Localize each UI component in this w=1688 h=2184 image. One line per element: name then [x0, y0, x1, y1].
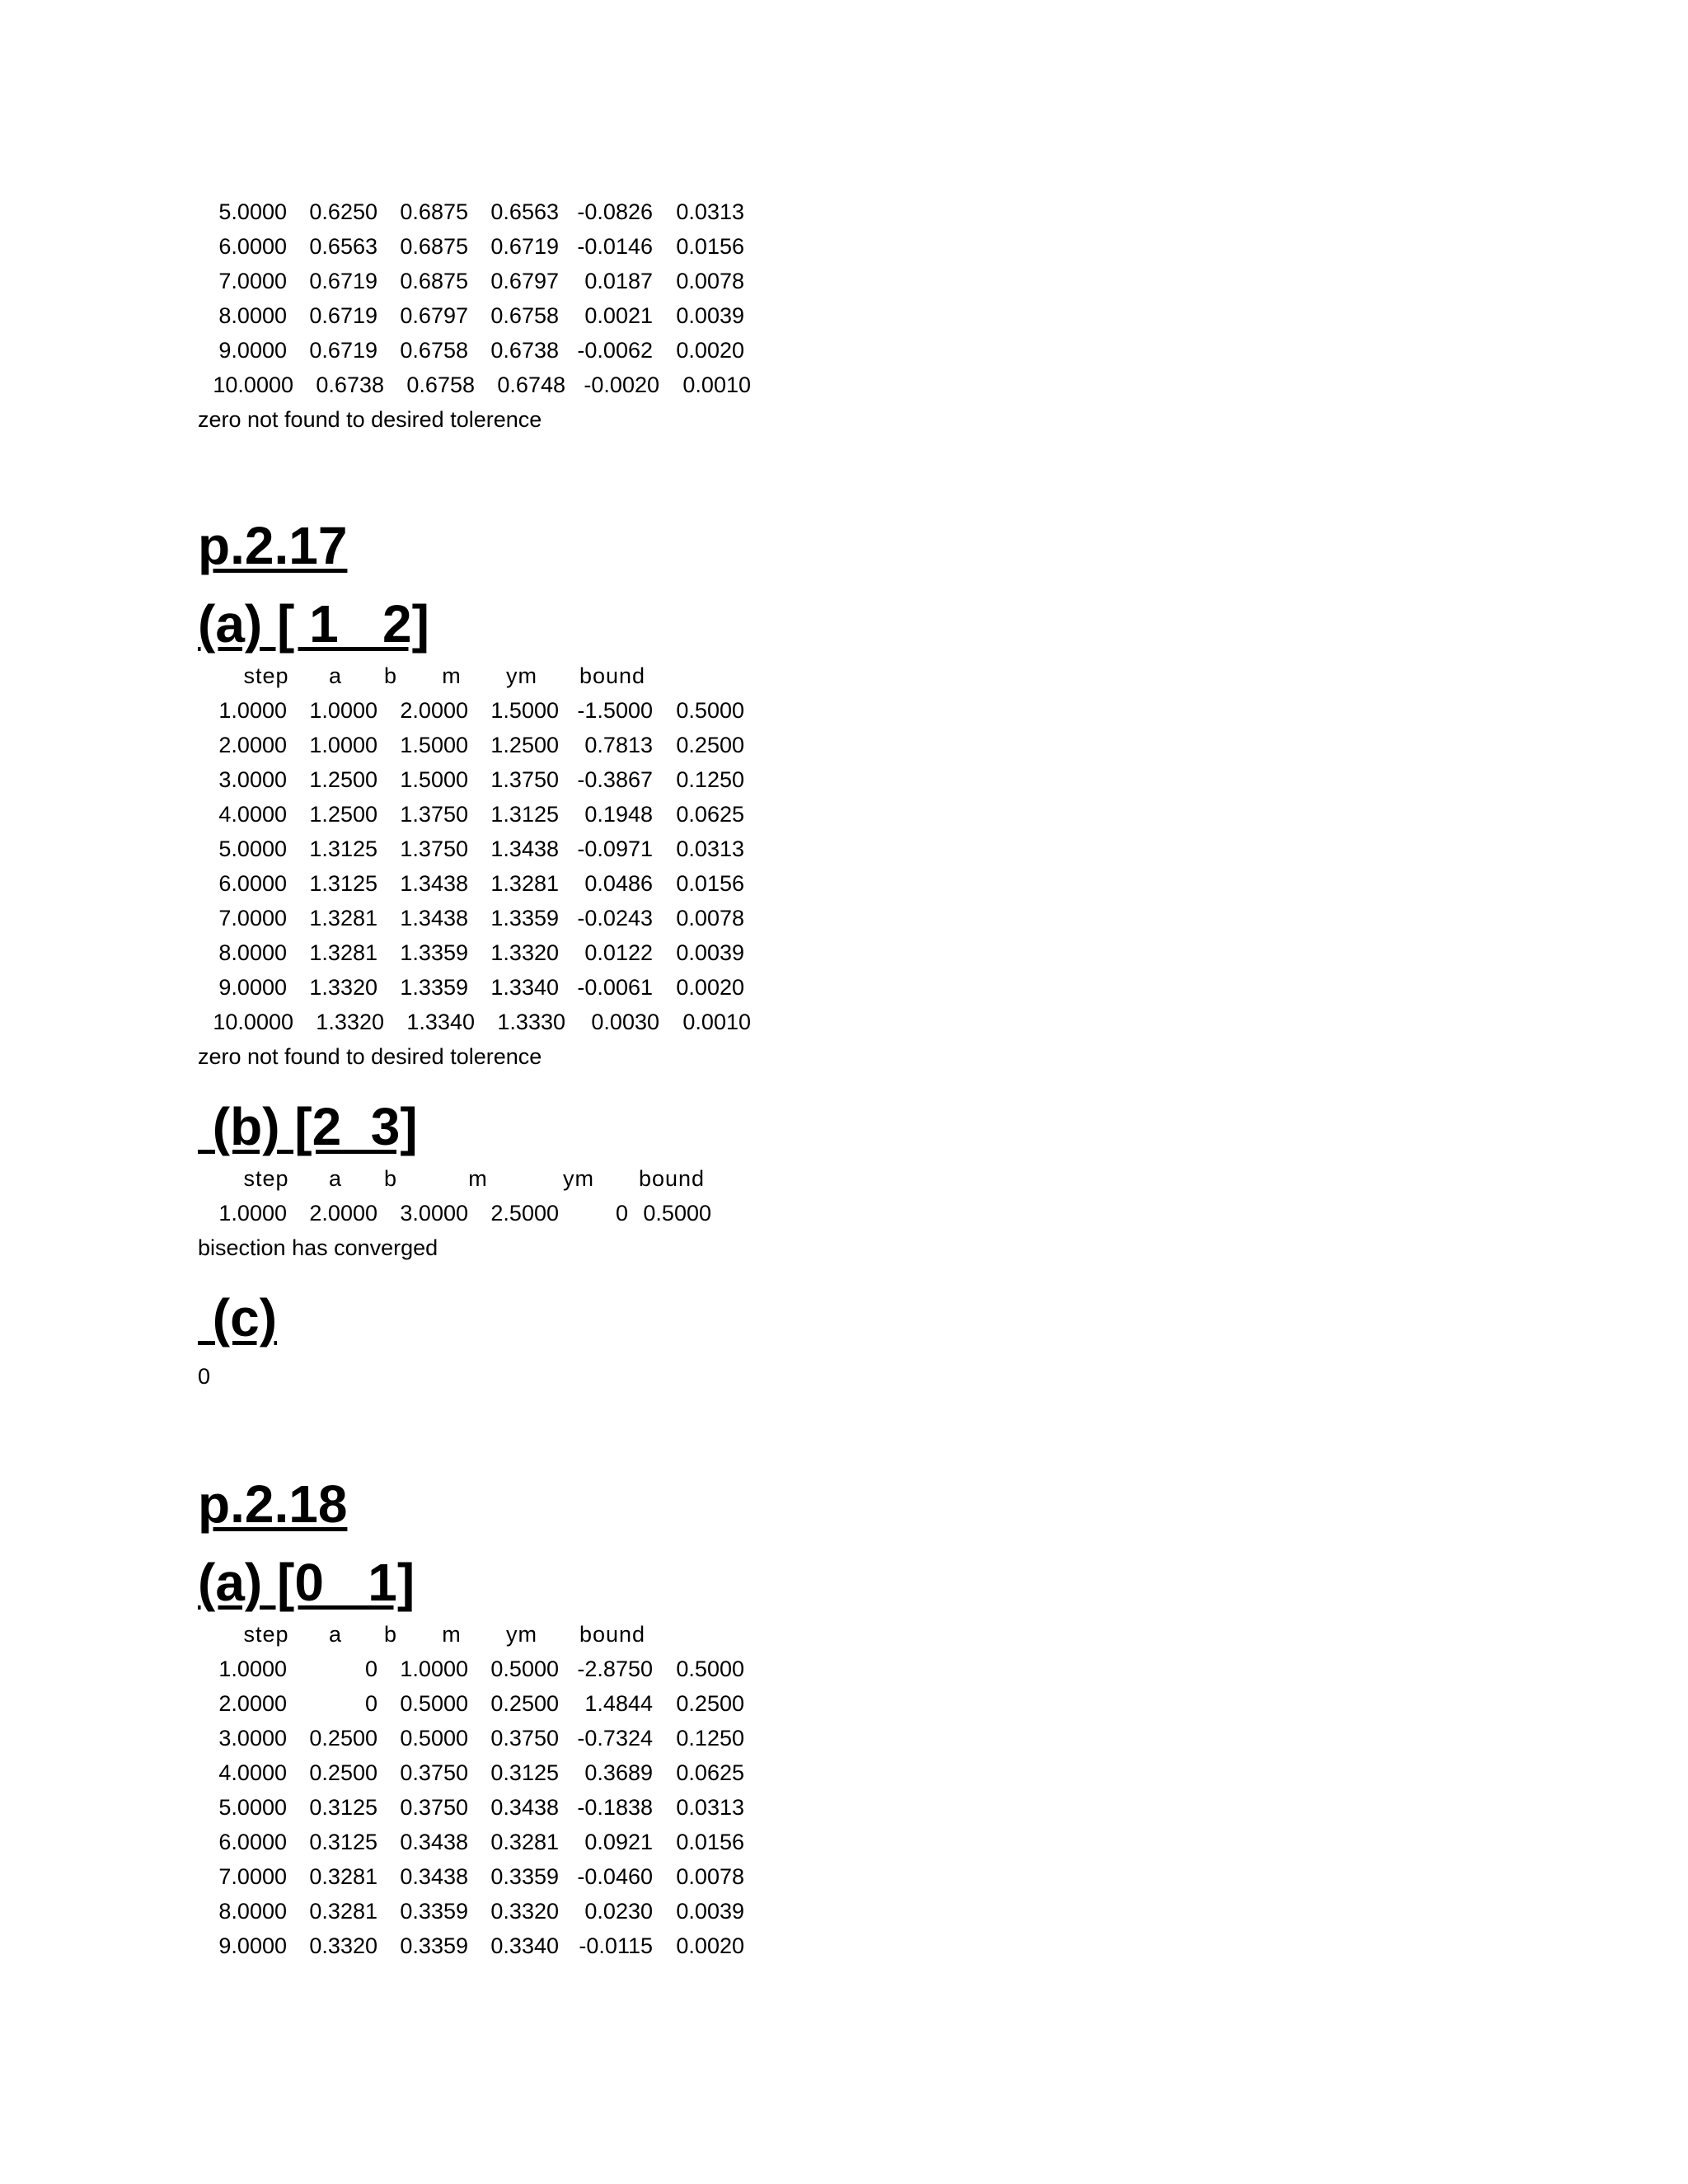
section-title-p217: p.2.17 [198, 516, 348, 575]
table-row [198, 333, 744, 368]
table-cell: 0.2500 [676, 1691, 744, 1716]
table-cell: 8.0000 [218, 1899, 287, 1924]
table-body-p217-a [198, 693, 751, 1039]
table-cell: 0.6758 [400, 338, 468, 363]
table-cell: 0.2500 [309, 1726, 377, 1750]
column-header-0: step [243, 1166, 289, 1191]
table-cell: 1.0000 [218, 1201, 287, 1226]
table-cell: 1.3359 [400, 975, 468, 1000]
table-cell: 0.3320 [309, 1933, 377, 1958]
table-cell: 0.6563 [309, 234, 377, 259]
column-header-4: ym [506, 1622, 537, 1647]
table-cell: 5.0000 [218, 837, 287, 861]
table-cell: 2.0000 [218, 1691, 287, 1716]
table-cell: 0.3281 [309, 1899, 377, 1924]
table-cell: 1.3320 [309, 975, 377, 1000]
column-header-5: bound [579, 1622, 646, 1647]
table-cell: 8.0000 [218, 303, 287, 328]
table-row [198, 1755, 744, 1790]
table-cell: 0.1250 [676, 1726, 744, 1750]
table-body-p217-b [198, 1196, 711, 1230]
table-row [198, 832, 744, 866]
table-cell: -0.0826 [577, 199, 653, 224]
table-cell: 2.0000 [309, 1201, 377, 1226]
table-cell: 0.6875 [400, 199, 468, 224]
carryover-rows [198, 194, 751, 402]
table-cell: 0.6797 [490, 269, 559, 293]
table-cell: 4.0000 [218, 1760, 287, 1785]
result-value-p217-c: 0 [198, 1364, 211, 1389]
table-cell: 1.3438 [400, 871, 468, 896]
table-row [198, 935, 744, 970]
table-cell: 0.6719 [309, 303, 377, 328]
table-cell: 0.0313 [676, 837, 744, 861]
table-cell: 0.0313 [676, 1795, 744, 1820]
table-header-row [198, 658, 646, 693]
table-row [198, 1686, 744, 1721]
table-p217-b [198, 1161, 711, 1230]
column-header-1: a [328, 663, 343, 688]
table-cell: 1.0000 [400, 1657, 468, 1681]
table-cell: 2.5000 [490, 1201, 559, 1226]
table-cell: 0.0486 [584, 871, 653, 896]
table-cell: 6.0000 [218, 871, 287, 896]
table-cell: 0.3438 [400, 1830, 468, 1854]
table-row [198, 901, 744, 935]
table-cell: 1.3281 [490, 871, 559, 896]
column-header-4: ym [563, 1166, 594, 1191]
table-cell: 0.0010 [682, 373, 751, 397]
table-cell: 8.0000 [218, 940, 287, 965]
table-cell: 0 [364, 1691, 377, 1716]
table-row [198, 797, 744, 832]
table-row [198, 866, 744, 901]
section-p217 [198, 513, 751, 1394]
table-cell: 0.0020 [676, 338, 744, 363]
table-row [198, 1652, 744, 1686]
table-header-p218-a [198, 1617, 646, 1652]
status-message-p217-a: zero not found to desired tolerence [198, 1044, 542, 1069]
table-cell: 0.3359 [400, 1933, 468, 1958]
table-cell: 0.6250 [309, 199, 377, 224]
table-cell: 0.0021 [584, 303, 653, 328]
table-cell: 1.2500 [309, 767, 377, 792]
column-header-1: a [328, 1166, 343, 1191]
table-cell: 0.3689 [584, 1760, 653, 1785]
table-cell: 1.3125 [309, 837, 377, 861]
table-cell: 0.3340 [490, 1933, 559, 1958]
table-cell: 0.0078 [676, 269, 744, 293]
table-cell: 1.3281 [309, 906, 377, 930]
table-cell: 0.0625 [676, 802, 744, 827]
table-cell: 0.0313 [676, 199, 744, 224]
table-cell: 2.0000 [400, 698, 468, 723]
table-cell: 1.5000 [400, 767, 468, 792]
subsection-heading-p218-a: (a) [0 1] [198, 1553, 415, 1612]
table-header-p217-a [198, 658, 646, 693]
table-cell: 0.0156 [676, 1830, 744, 1854]
table-cell: 0.0078 [676, 1864, 744, 1889]
table-row [198, 264, 744, 298]
table-cell: 0.6738 [490, 338, 559, 363]
table-cell: 1.3750 [400, 837, 468, 861]
subsection-heading-p217-b: (b) [2 3] [198, 1097, 418, 1156]
column-header-3: m [442, 1622, 462, 1647]
table-cell: -0.0971 [577, 837, 653, 861]
table-cell: 0.6875 [400, 234, 468, 259]
table-cell: 9.0000 [218, 1933, 287, 1958]
table-cell: 0.0122 [584, 940, 653, 965]
table-cell: 6.0000 [218, 1830, 287, 1854]
table-cell: 0.5000 [676, 698, 744, 723]
column-header-5: bound [638, 1166, 706, 1191]
table-cell: 0.3438 [400, 1864, 468, 1889]
table-cell: 0 [364, 1657, 377, 1681]
table-row [198, 1894, 744, 1929]
table-cell: 0.3125 [309, 1830, 377, 1854]
table-cell: 10.0000 [213, 373, 293, 397]
table-cell: 0.0078 [676, 906, 744, 930]
table-cell: 0.0020 [676, 1933, 744, 1958]
table-cell: 0.7813 [584, 733, 653, 757]
table-cell: 1.2500 [490, 733, 559, 757]
table-cell: 0.6738 [316, 373, 384, 397]
table-cell: 1.3359 [490, 906, 559, 930]
table-cell: 1.3281 [309, 940, 377, 965]
table-cell: 0.3320 [490, 1899, 559, 1924]
table-cell: -0.0062 [577, 338, 653, 363]
table-cell: 1.3340 [490, 975, 559, 1000]
table-cell: -2.8750 [577, 1657, 653, 1681]
table-cell: 0.0156 [676, 871, 744, 896]
table-cell: 0.3750 [490, 1726, 559, 1750]
table-cell: 0.5000 [400, 1726, 468, 1750]
section-title-p218: p.2.18 [198, 1474, 348, 1534]
table-cell: 0.3125 [309, 1795, 377, 1820]
table-cell: 5.0000 [218, 199, 287, 224]
table-cell: 1.5000 [400, 733, 468, 757]
subsection-heading-p217-c: (c) [198, 1288, 277, 1347]
table-row [198, 693, 744, 728]
table-cell: 0.1948 [584, 802, 653, 827]
table-cell: 0.0230 [584, 1899, 653, 1924]
table-cell: 0.6563 [490, 199, 559, 224]
table-row [198, 229, 744, 264]
column-header-4: ym [506, 663, 537, 688]
table-cell: 0.6875 [400, 269, 468, 293]
table-cell: 0.0020 [676, 975, 744, 1000]
table-cell: 7.0000 [218, 269, 287, 293]
table-cell: -0.0146 [577, 234, 653, 259]
table-cell: 1.3438 [400, 906, 468, 930]
table-cell: 0.0625 [676, 1760, 744, 1785]
table-cell: 1.2500 [309, 802, 377, 827]
table-cell: 0.3359 [400, 1899, 468, 1924]
table-row [198, 298, 744, 333]
table-row [198, 1859, 744, 1894]
table-row [198, 1005, 751, 1039]
table-cell: 0.6797 [400, 303, 468, 328]
carryover-table [198, 194, 751, 437]
table-row [198, 1825, 744, 1859]
table-cell: 1.0000 [218, 1657, 287, 1681]
table-cell: 1.3359 [400, 940, 468, 965]
column-header-3: m [468, 1166, 488, 1191]
table-cell: 0.2500 [309, 1760, 377, 1785]
table-cell: 9.0000 [218, 975, 287, 1000]
table-cell: 0.1250 [676, 767, 744, 792]
table-row [198, 1929, 744, 1963]
section-p218 [198, 1471, 744, 1963]
table-cell: 3.0000 [218, 767, 287, 792]
table-cell: 0.0156 [676, 234, 744, 259]
table-cell: 0.3359 [490, 1864, 559, 1889]
table-row [198, 1721, 744, 1755]
table-cell: 0.5000 [676, 1657, 744, 1681]
table-cell: 1.4844 [584, 1691, 653, 1716]
table-body-p218-a [198, 1652, 744, 1963]
column-header-0: step [243, 1622, 289, 1647]
subsection-heading-p217-a: (a) [ 1 2] [198, 594, 429, 654]
table-cell: 1.3320 [316, 1010, 384, 1034]
table-cell: 4.0000 [218, 802, 287, 827]
column-header-1: a [328, 1622, 343, 1647]
column-header-3: m [442, 663, 462, 688]
table-cell: -0.3867 [577, 767, 653, 792]
table-cell: 0.0921 [584, 1830, 653, 1854]
table-cell: 0.0039 [676, 1899, 744, 1924]
table-cell: 2.0000 [218, 733, 287, 757]
table-cell: 0.6748 [497, 373, 565, 397]
table-cell: 3.0000 [400, 1201, 468, 1226]
table-cell: -0.7324 [577, 1726, 653, 1750]
table-cell: 1.3320 [490, 940, 559, 965]
table-cell: 5.0000 [218, 1795, 287, 1820]
table-cell: 3.0000 [218, 1726, 287, 1750]
table-cell: -0.0115 [579, 1933, 653, 1958]
table-cell: 0.5000 [400, 1691, 468, 1716]
table-row [198, 368, 751, 402]
table-cell: -0.0061 [577, 975, 653, 1000]
table-cell: 9.0000 [218, 338, 287, 363]
table-cell: 1.3125 [309, 871, 377, 896]
table-cell: 0.3750 [400, 1795, 468, 1820]
table-row [198, 1790, 744, 1825]
table-cell: -0.0460 [577, 1864, 653, 1889]
table-cell: 1.3750 [400, 802, 468, 827]
table-cell: 0.6758 [406, 373, 475, 397]
table-row [198, 970, 744, 1005]
table-cell: 10.0000 [213, 1010, 293, 1034]
table-cell: 0.2500 [676, 733, 744, 757]
column-header-2: b [383, 1622, 398, 1647]
table-cell: 0.0039 [676, 940, 744, 965]
table-cell: 1.0000 [218, 698, 287, 723]
table-p218-a [198, 1617, 744, 1963]
table-cell: 0.3281 [490, 1830, 559, 1854]
table-cell: 1.5000 [490, 698, 559, 723]
table-cell: 0.2500 [490, 1691, 559, 1716]
table-cell: 0.3438 [490, 1795, 559, 1820]
table-row [198, 1196, 711, 1230]
table-header-p217-b [198, 1161, 706, 1196]
table-cell: 0.3281 [309, 1864, 377, 1889]
table-cell: 1.0000 [309, 698, 377, 723]
table-row [198, 728, 744, 762]
table-cell: 1.0000 [309, 733, 377, 757]
table-cell: 0.3750 [400, 1760, 468, 1785]
carryover-status-message: zero not found to desired tolerence [198, 407, 542, 432]
table-cell: 0.0187 [584, 269, 653, 293]
table-cell: 1.3340 [406, 1010, 475, 1034]
table-cell: 7.0000 [218, 906, 287, 930]
table-cell: 0.0010 [682, 1010, 751, 1034]
table-cell: 6.0000 [218, 234, 287, 259]
table-cell: 1.3330 [497, 1010, 565, 1034]
table-row [198, 762, 744, 797]
table-cell: 0.5000 [643, 1201, 711, 1226]
column-header-2: b [383, 663, 398, 688]
table-header-row [198, 1161, 706, 1196]
table-cell: -1.5000 [577, 698, 653, 723]
table-p217-a [198, 658, 751, 1039]
table-cell: 0.5000 [490, 1657, 559, 1681]
table-cell: 0.6719 [309, 338, 377, 363]
table-cell: -0.0243 [577, 906, 653, 930]
table-cell: 1.3125 [490, 802, 559, 827]
table-cell: -0.1838 [577, 1795, 653, 1820]
table-cell: 1.3750 [490, 767, 559, 792]
status-message-p217-b: bisection has converged [198, 1235, 438, 1260]
table-cell: 0 [615, 1201, 628, 1226]
table-cell: 1.3438 [490, 837, 559, 861]
table-cell: 0.0039 [676, 303, 744, 328]
table-cell: 7.0000 [218, 1864, 287, 1889]
table-cell: 0.6719 [309, 269, 377, 293]
table-cell: 0.0030 [591, 1010, 659, 1034]
table-row [198, 194, 744, 229]
column-header-2: b [383, 1166, 398, 1191]
table-cell: -0.0020 [584, 373, 659, 397]
column-header-0: step [243, 663, 289, 688]
table-cell: 0.6758 [490, 303, 559, 328]
table-cell: 0.3125 [490, 1760, 559, 1785]
column-header-5: bound [579, 663, 646, 688]
table-header-row [198, 1617, 646, 1652]
table-cell: 0.6719 [490, 234, 559, 259]
